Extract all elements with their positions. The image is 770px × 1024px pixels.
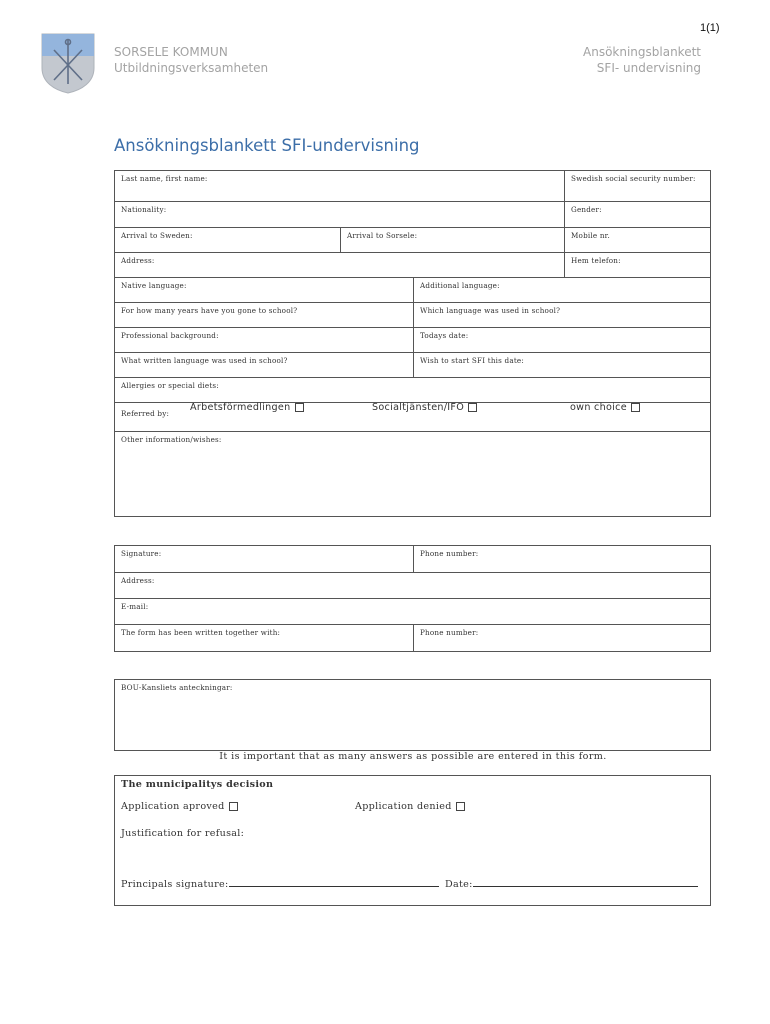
additional-language-field[interactable]: Additional language: (413, 278, 710, 302)
referred-by-label: Referred by: (121, 409, 170, 418)
allergies-field[interactable]: Allergies or special diets: (121, 381, 219, 390)
org-name: SORSELE KOMMUN (114, 45, 228, 59)
page-title: Ansökningsblankett SFI-undervisning (114, 136, 420, 155)
header-org (114, 44, 268, 76)
arrival-sweden-field[interactable]: Arrival to Sweden: (121, 231, 193, 240)
denied-option[interactable] (355, 801, 465, 812)
checkbox-arbetsformedlingen[interactable] (295, 403, 304, 412)
native-language-field[interactable]: Native language: (121, 281, 187, 290)
applicant-form (114, 170, 711, 517)
gender-field[interactable]: Gender: (564, 202, 710, 227)
referral-option-label: Socialtjänsten/IFO (372, 402, 465, 413)
doc-subject: SFI- undervisning (596, 61, 701, 75)
other-info-field[interactable]: Other information/wishes: (121, 435, 222, 444)
written-language-field[interactable]: What written language was used in school? (121, 356, 288, 365)
checkbox-own-choice[interactable] (631, 403, 640, 412)
doc-type: Ansökningsblankett (583, 45, 701, 59)
checkbox-denied[interactable] (456, 802, 465, 811)
school-language-field[interactable]: Which language was used in school? (413, 303, 710, 327)
office-notes-box (114, 679, 711, 751)
approved-label: Application aproved (121, 801, 225, 812)
referral-option-label: own choice (570, 402, 627, 413)
checkbox-approved[interactable] (229, 802, 238, 811)
date-underline (473, 877, 698, 887)
denied-label: Application denied (355, 801, 452, 812)
referral-option-label: Arbetsförmedlingen (190, 402, 291, 413)
address-field[interactable]: Address: (121, 256, 155, 265)
date-label: Date: (445, 879, 473, 890)
home-phone-field[interactable]: Hem telefon: (564, 253, 710, 277)
office-notes-label[interactable]: BOU-Kansliets anteckningar: (121, 683, 233, 692)
principal-signature-line[interactable] (121, 877, 439, 890)
header-doc (583, 44, 701, 76)
start-date-field[interactable]: Wish to start SFI this date: (413, 353, 710, 377)
org-department: Utbildningsverksamheten (114, 61, 269, 75)
signer-address-field[interactable]: Address: (121, 576, 155, 585)
page-number: 1(1) (700, 22, 720, 34)
approved-option[interactable] (121, 801, 238, 812)
helper-phone-field[interactable]: Phone number: (413, 625, 710, 651)
arrival-sorsele-field[interactable]: Arrival to Sorsele: (340, 228, 564, 252)
mobile-field[interactable]: Mobile nr. (564, 228, 710, 252)
justification-label: Justification for refusal: (121, 828, 245, 839)
referral-option-socialtjansten[interactable] (372, 402, 477, 413)
todays-date-field[interactable]: Todays date: (413, 328, 710, 352)
signature-field[interactable]: Signature: (121, 549, 162, 558)
decision-title: The municipalitys decision (121, 779, 274, 790)
decision-box (114, 775, 711, 906)
referral-option-arbetsformedlingen[interactable] (190, 402, 304, 413)
nationality-field[interactable]: Nationality: (121, 205, 167, 214)
email-field[interactable]: E-mail: (121, 602, 149, 611)
date-line[interactable] (445, 877, 698, 890)
ssn-field[interactable]: Swedish social security number: (564, 171, 710, 201)
instruction-note: It is important that as many answers as possible are entered in this form. (219, 751, 607, 762)
signature-form (114, 545, 711, 652)
signature-underline (229, 877, 439, 887)
phone-field[interactable]: Phone number: (413, 546, 710, 572)
written-with-field[interactable]: The form has been written together with: (121, 628, 281, 637)
municipality-crest-logo (40, 32, 96, 94)
principal-signature-label: Principals signature: (121, 879, 229, 890)
school-years-field[interactable]: For how many years have you gone to school? (121, 306, 298, 315)
professional-background-field[interactable]: Professional background: (121, 331, 219, 340)
referral-option-own-choice[interactable] (570, 402, 640, 413)
name-field[interactable]: Last name, first name: (121, 174, 208, 183)
checkbox-socialtjansten[interactable] (468, 403, 477, 412)
